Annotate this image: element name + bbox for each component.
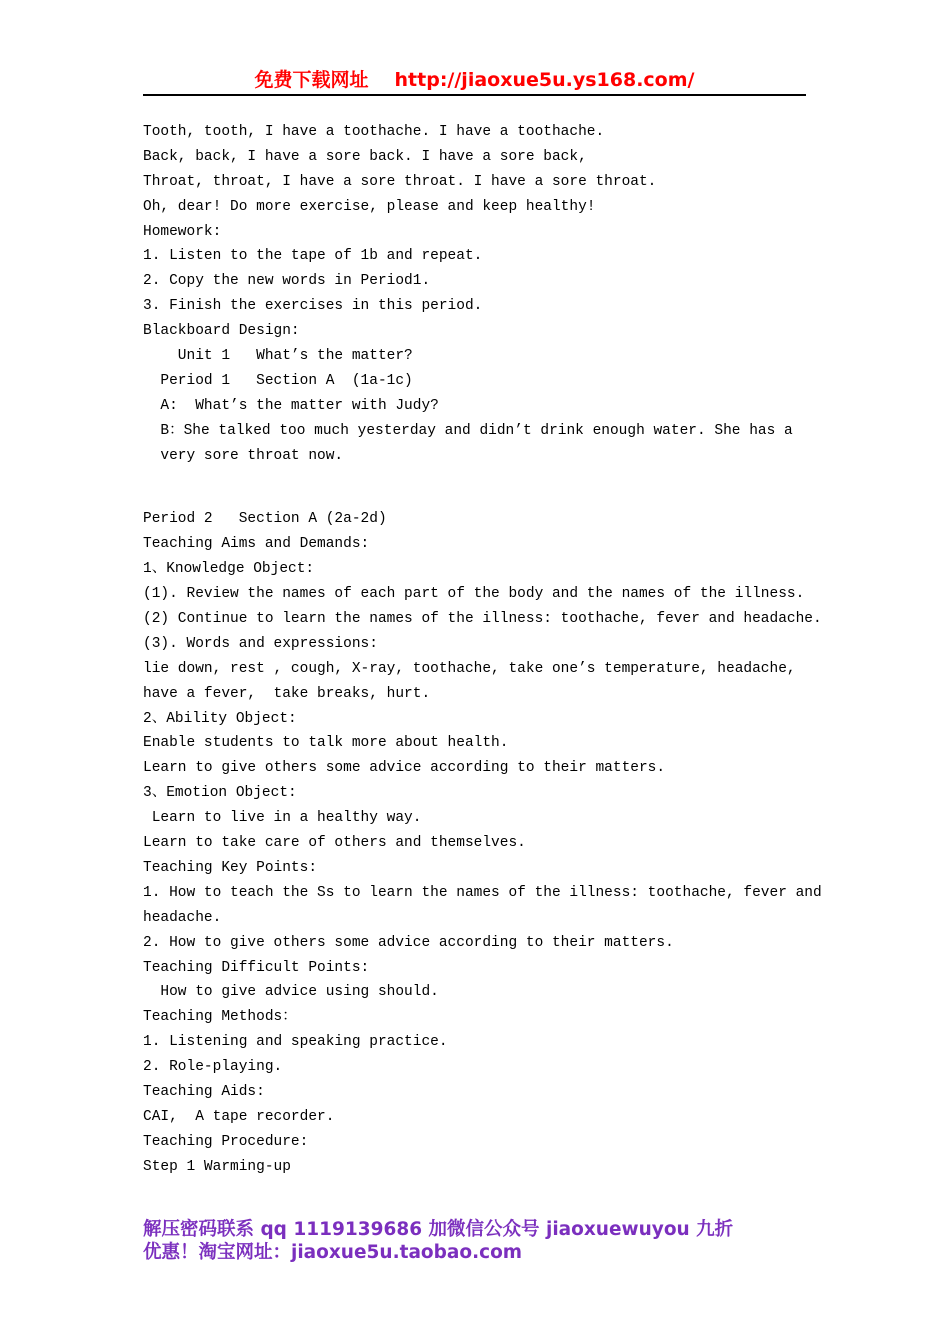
- text-line: Homework:: [143, 223, 222, 240]
- text-line: 1、Knowledge Object:: [143, 561, 315, 578]
- text-line: 2. Copy the new words in Period1.: [143, 273, 431, 290]
- text-line: B：She talked too much yesterday and didn’t drink enough water. She has a: [143, 422, 793, 439]
- text-line: 1. Listen to the tape of 1b and repeat.: [143, 248, 483, 265]
- text-line: Learn to live in a healthy way.: [143, 810, 422, 827]
- page-two-section: [143, 507, 822, 1179]
- text-line: CAI, A tape recorder.: [143, 1108, 335, 1125]
- text-line: Step 1 Warming-up: [143, 1158, 291, 1175]
- text-line: 2. Role-playing.: [143, 1059, 283, 1076]
- text-line: headache.: [143, 909, 222, 926]
- header-url-link[interactable]: http://jiaoxue5u.ys168.com/: [394, 69, 695, 91]
- header-label: 免费下载网址: [254, 69, 369, 91]
- footer-line-1: 解压密码联系 qq 1119139686 加微信公众号 jiaoxuewuyou 九折: [143, 1219, 734, 1240]
- text-line: Teaching Methods：: [143, 1009, 297, 1026]
- text-line: Teaching Aids:: [143, 1083, 265, 1100]
- text-line: Teaching Procedure:: [143, 1133, 309, 1150]
- text-line: 2、Ability Object:: [143, 710, 297, 727]
- text-line: Back, back, I have a sore back. I have a sore back,: [143, 148, 587, 165]
- text-line: (3). Words and expressions:: [143, 635, 378, 652]
- text-line: Teaching Difficult Points:: [143, 959, 370, 976]
- text-line: 2. How to give others some advice according to their matters.: [143, 934, 674, 951]
- text-line: Period 1 Section A (1a-1c): [143, 372, 413, 389]
- text-line: Period 2 Section A (2a-2d): [143, 511, 387, 528]
- text-line: 3. Finish the exercises in this period.: [143, 298, 483, 315]
- page-one-section: [143, 120, 807, 468]
- text-line: 3、Emotion Object:: [143, 785, 297, 802]
- page-header: [143, 66, 806, 96]
- text-line: 1. Listening and speaking practice.: [143, 1034, 448, 1051]
- text-line: lie down, rest , cough, X-ray, toothache, take one’s temperature, headache,: [143, 660, 796, 677]
- text-line: Throat, throat, I have a sore throat. I have a sore throat.: [143, 173, 657, 190]
- text-line: Teaching Aims and Demands:: [143, 536, 370, 553]
- page-footer: [143, 1218, 808, 1264]
- text-line: How to give advice using should.: [143, 984, 439, 1001]
- footer-line-2: 优惠！淘宝网址：jiaoxue5u.taobao.com: [143, 1242, 523, 1263]
- text-line: (2) Continue to learn the names of the illness: toothache, fever and headache.: [143, 611, 822, 628]
- text-line: Learn to give others some advice according to their matters.: [143, 760, 666, 777]
- text-line: very sore throat now.: [143, 447, 344, 464]
- section-gap: [143, 468, 807, 507]
- text-line: Learn to take care of others and themselves.: [143, 835, 526, 852]
- text-line: Unit 1 What’s the matter?: [143, 348, 413, 365]
- text-line: Oh, dear! Do more exercise, please and keep healthy!: [143, 198, 596, 215]
- text-line: Enable students to talk more about health.: [143, 735, 509, 752]
- text-line: 1. How to teach the Ss to learn the names of the illness: toothache, fever and: [143, 884, 822, 901]
- text-line: have a fever, take breaks, hurt.: [143, 685, 431, 702]
- text-line: A: What’s the matter with Judy?: [143, 397, 439, 414]
- text-line: Tooth, tooth, I have a toothache. I have a toothache.: [143, 124, 605, 140]
- text-line: (1). Review the names of each part of the body and the names of the illness.: [143, 586, 805, 603]
- text-line: Teaching Key Points:: [143, 859, 318, 876]
- text-line: Blackboard Design:: [143, 323, 300, 340]
- document-body: [143, 120, 822, 1180]
